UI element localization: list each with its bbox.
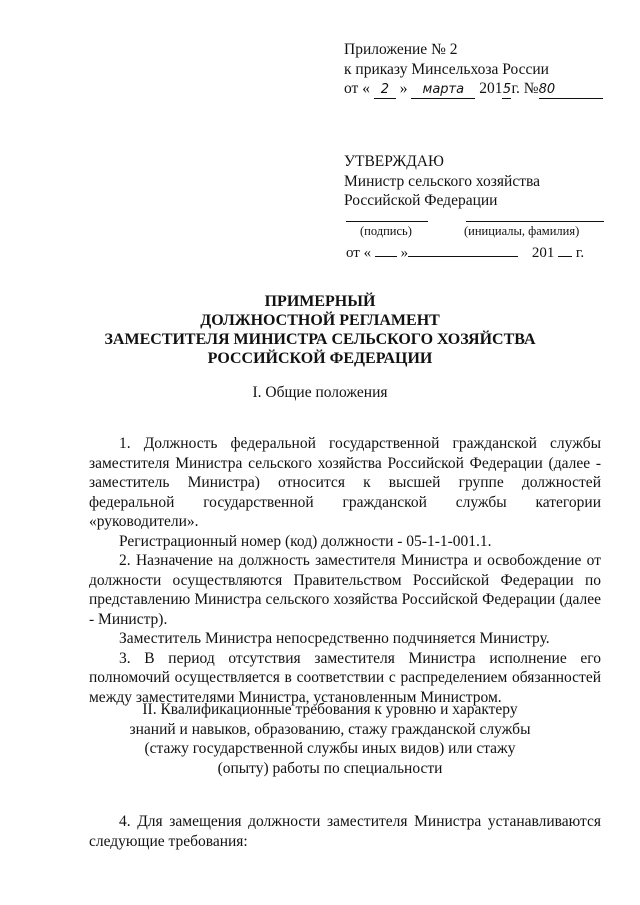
appendix-month: марта xyxy=(411,82,475,99)
paragraph-3: 3. В период отсутствия заместителя Министра исполнение его полномочий осуществляется в соответствии с распределением обязанностей между заместителями Министра, установленным Министром. xyxy=(89,649,601,706)
approval-year-prefix: 201 xyxy=(531,245,555,261)
approval-line-2: Министр сельского хозяйства xyxy=(344,172,540,190)
paragraph-subordination: Заместитель Министра непосредственно подчиняется Министру. xyxy=(119,630,550,647)
paragraph-4: 4. Для замещения должности заместителя Министра устанавливаются следующие требования: xyxy=(89,813,601,850)
approval-block xyxy=(344,152,540,211)
name-caption: (инициалы, фамилия) xyxy=(464,224,580,238)
section-2-heading xyxy=(120,700,540,778)
document-title xyxy=(0,292,640,368)
paragraph-1: 1. Должность федеральной государственной гражданской службы заместителя Министра сельского хозяйства Российской Федерации (далее - заместитель Министра) относится к высшей группе должностей федеральной государственной гражданской службы категории «руководители». xyxy=(89,435,601,530)
appendix-day: 2 xyxy=(374,82,396,99)
approval-date-mid: » xyxy=(400,245,409,261)
appendix-block xyxy=(344,40,603,99)
signature-line xyxy=(346,221,428,222)
appendix-number: 80 xyxy=(539,82,603,99)
section-2-line-4: (опыту) работы по специальности xyxy=(217,759,443,777)
appendix-date-line xyxy=(344,79,603,99)
appendix-line-1: Приложение № 2 xyxy=(344,41,458,58)
appendix-year-prefix: 201 xyxy=(479,80,503,97)
title-line-2: ДОЛЖНОСТНОЙ РЕГЛАМЕНТ xyxy=(200,312,440,329)
appendix-year-suffix: г. № xyxy=(511,80,539,97)
section-2-line-1: II. Квалификационные требования к уровню и характеру xyxy=(142,701,518,718)
section-1-body xyxy=(89,434,601,707)
section-2-line-2: знаний и навыков, образованию, стажу гражданской службы xyxy=(129,720,531,738)
appendix-date-prefix: от « xyxy=(344,80,370,97)
approval-year-suffix: г. xyxy=(575,245,585,261)
appendix-date-mid: » xyxy=(399,80,408,97)
appendix-line-2: к приказу Минсельхоза России xyxy=(344,60,549,78)
title-line-3: ЗАМЕСТИТЕЛЯ МИНИСТРА СЕЛЬСКОГО ХОЗЯЙСТВА xyxy=(104,331,536,348)
title-line-4: РОССИЙСКОЙ ФЕДЕРАЦИИ xyxy=(207,350,433,367)
title-line-1: ПРИМЕРНЫЙ xyxy=(264,293,376,310)
paragraph-2: 2. Назначение на должность заместителя Министра и освобождение от должности осуществляются Правительством Российской Федерации по представлению Министра сельского хозяйства Российской Федерации (далее - Министр). xyxy=(89,552,601,628)
section-2-line-3: (стажу государственной службы иных видов) или стажу xyxy=(144,740,516,757)
section-1-heading: I. Общие положения xyxy=(252,384,388,401)
appendix-year-digit: 5 xyxy=(502,82,512,97)
signature-caption: (подпись) xyxy=(360,224,412,238)
approval-date-prefix: от « xyxy=(346,245,372,261)
approval-date-line xyxy=(346,245,584,262)
approval-line-3: Российской Федерации xyxy=(344,192,498,209)
name-line xyxy=(466,221,604,222)
section-2-body xyxy=(89,812,601,851)
approval-heading: УТВЕРЖДАЮ xyxy=(344,153,444,170)
paragraph-reg-number: Регистрационный номер (код) должности - 05-1-1-001.1. xyxy=(119,532,492,550)
